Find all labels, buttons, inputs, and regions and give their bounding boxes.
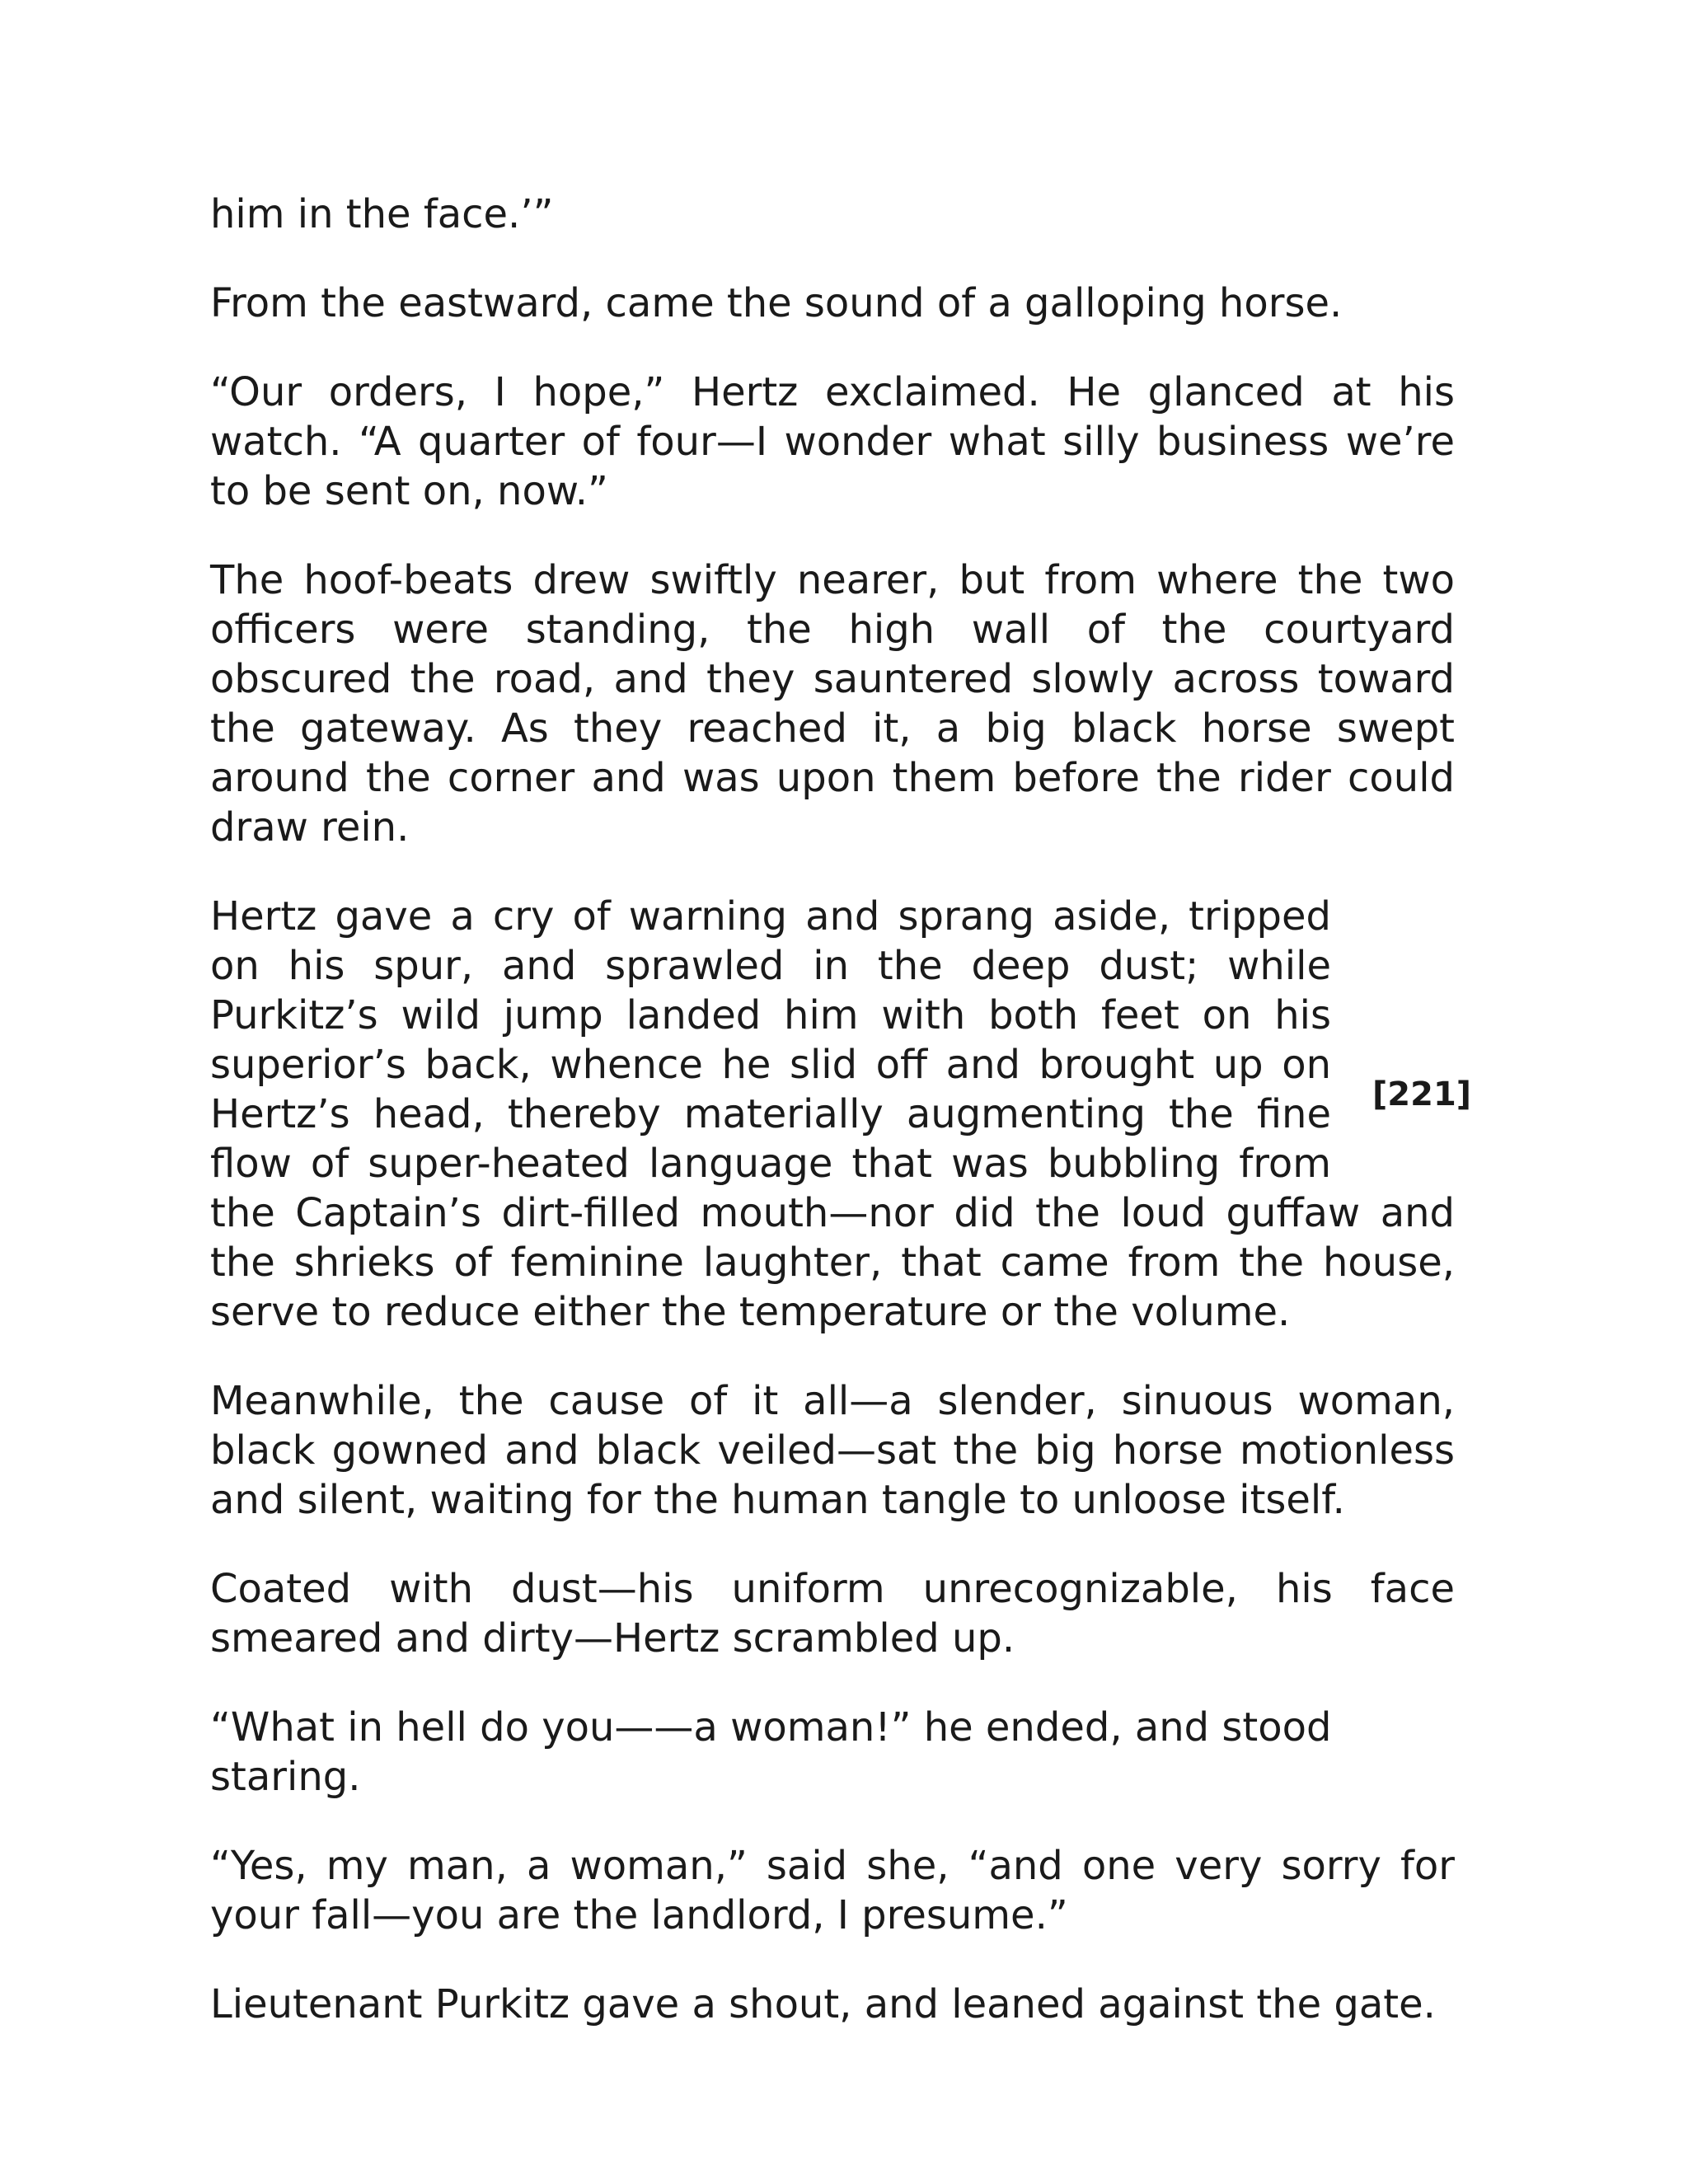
- paragraph-5: [210, 892, 1455, 1337]
- paragraph-7: Coated with dust—his uniform unrecognizable, his face smeared and dirty—Hertz scrambled up.: [210, 1566, 1455, 1661]
- paragraph-8: “What in hell do you——a woman!” he ended, and stood staring.: [210, 1704, 1332, 1800]
- paragraph-1: him in the face.’”: [210, 191, 554, 237]
- paragraph-5-text: Hertz gave a cry of warning and sprang aside, tripped on his spur, and sprawled in the deep dust; while Purkitz’s wild jump landed him with both feet on his superior’s back, whence he slid off and brought up on Hertz’s head, thereby materially augmenting the fine flow of super-heated language that was bubbling from the Captain’s dirt-filled mouth—nor did the loud guffaw and the shrieks of feminine laughter, that came from the house, serve to reduce either the temperature or the volume.: [210, 893, 1455, 1335]
- paragraph-9: “Yes, my man, a woman,” said she, “and one very sorry for your fall—you are the landlord, I presume.”: [210, 1843, 1455, 1938]
- paragraph-3: “Our orders, I hope,” Hertz exclaimed. He glanced at his watch. “A quarter of four—I wonder what silly business we’re to be sent on, now.”: [210, 369, 1455, 514]
- paragraph-6: Meanwhile, the cause of it all—a slender, sinuous woman, black gowned and black veiled—sat the big horse motionless and silent, waiting for the human tangle to unloose itself.: [210, 1378, 1455, 1523]
- paragraph-4: The hoof-beats drew swiftly nearer, but from where the two officers were standing, the high wall of the courtyard obscured the road, and they sauntered slowly across toward the gateway. As they reached it, a big black horse swept around the corner and was upon them before the rider could draw rein.: [210, 557, 1455, 851]
- page-number: [221]: [1372, 1076, 1472, 1113]
- paragraph-10: Lieutenant Purkitz gave a shout, and leaned against the gate.: [210, 1981, 1436, 2027]
- paragraph-2: From the eastward, came the sound of a galloping horse.: [210, 280, 1343, 326]
- document-body: [210, 190, 1455, 2069]
